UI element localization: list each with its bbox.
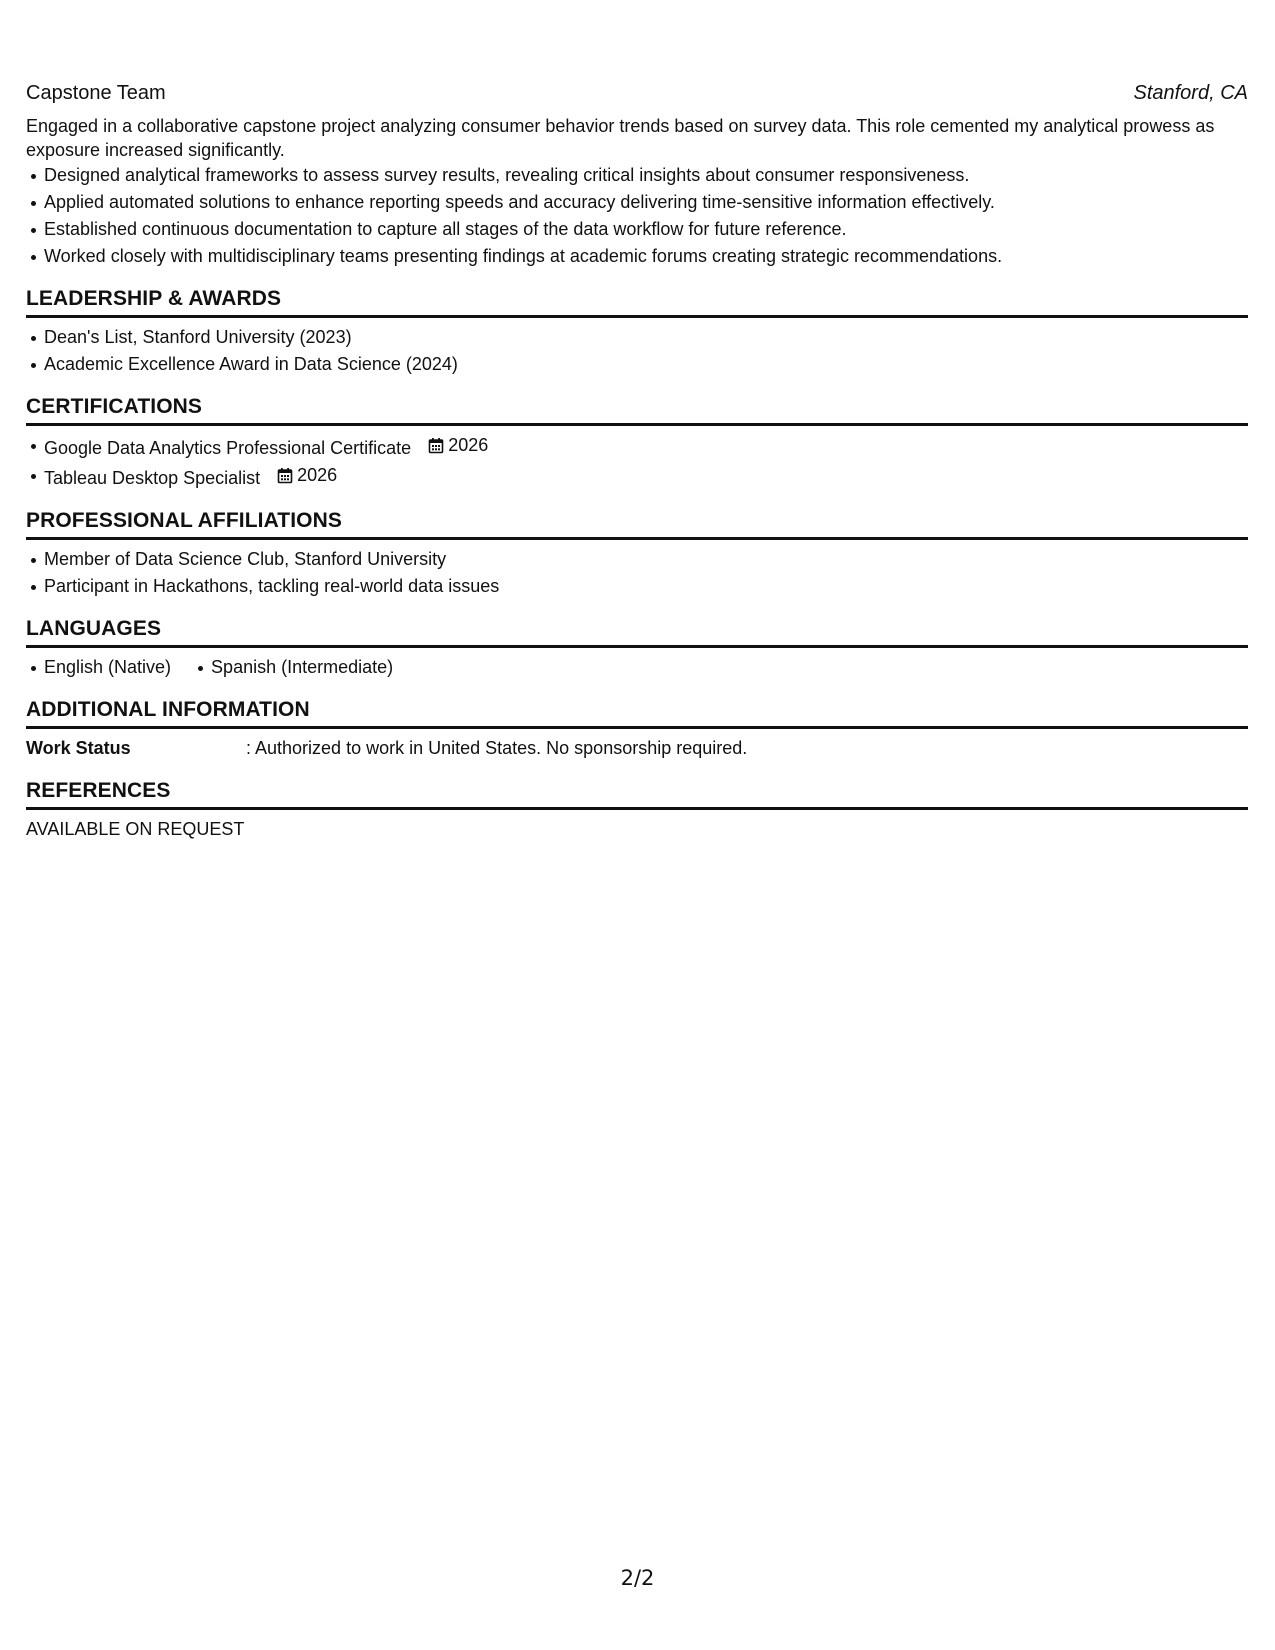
calendar-icon bbox=[428, 437, 444, 454]
section-title: ADDITIONAL INFORMATION bbox=[26, 697, 1248, 729]
list-item: Applied automated solutions to enhance reporting speeds and accuracy delivering time-sensitive information effectively. bbox=[44, 189, 1248, 216]
affiliations-list bbox=[26, 546, 1248, 600]
languages-section bbox=[26, 616, 1248, 681]
experience-bullets bbox=[26, 162, 1248, 270]
work-status-label: Work Status bbox=[26, 738, 131, 758]
list-item: Spanish (Intermediate) bbox=[211, 654, 393, 681]
list-item: Worked closely with multidisciplinary teams presenting findings at academic forums creating strategic recommendations. bbox=[44, 243, 1248, 270]
certification-name: Tableau Desktop Specialist bbox=[44, 468, 261, 488]
section-title: LEADERSHIP & AWARDS bbox=[26, 286, 1248, 318]
list-item: Member of Data Science Club, Stanford University bbox=[44, 546, 1248, 573]
list-item: Established continuous documentation to capture all stages of the data workflow for future reference. bbox=[44, 216, 1248, 243]
affiliations-section bbox=[26, 508, 1248, 600]
section-title: REFERENCES bbox=[26, 778, 1248, 810]
languages-list bbox=[26, 654, 1248, 681]
list-item: Designed analytical frameworks to assess survey results, revealing critical insights about consumer responsiveness. bbox=[44, 162, 1248, 189]
section-title: PROFESSIONAL AFFILIATIONS bbox=[26, 508, 1248, 540]
references-section bbox=[26, 778, 1248, 843]
list-item: English (Native) bbox=[44, 654, 171, 681]
calendar-icon bbox=[277, 467, 293, 484]
certification-date bbox=[428, 432, 488, 459]
references-text: AVAILABLE ON REQUEST bbox=[26, 819, 245, 839]
work-status-row bbox=[26, 735, 1248, 762]
list-item: Dean's List, Stanford University (2023) bbox=[44, 324, 1248, 351]
resume-page bbox=[26, 78, 1248, 843]
list-item bbox=[44, 462, 1248, 492]
list-item: Academic Excellence Award in Data Science (2024) bbox=[44, 351, 1248, 378]
section-title: LANGUAGES bbox=[26, 616, 1248, 648]
certification-date bbox=[277, 462, 337, 489]
list-item bbox=[44, 432, 1248, 462]
additional-info-section bbox=[26, 697, 1248, 762]
experience-header bbox=[26, 78, 1248, 108]
certification-year: 2026 bbox=[297, 465, 338, 485]
page-number: 2/2 bbox=[620, 1566, 655, 1590]
leadership-section bbox=[26, 286, 1248, 378]
certifications-section bbox=[26, 394, 1248, 492]
certification-year: 2026 bbox=[448, 435, 489, 455]
work-status-value: : Authorized to work in United States. No sponsorship required. bbox=[246, 738, 748, 758]
experience-title: Capstone Team bbox=[26, 82, 166, 104]
experience-location: Stanford, CA bbox=[1133, 82, 1248, 104]
certifications-list bbox=[26, 432, 1248, 492]
leadership-list bbox=[26, 324, 1248, 378]
section-title: CERTIFICATIONS bbox=[26, 394, 1248, 426]
list-item: Participant in Hackathons, tackling real-world data issues bbox=[44, 573, 1248, 600]
experience-description: Engaged in a collaborative capstone project analyzing consumer behavior trends based on survey data. This role cemented my analytical prowess as exposure increased significantly. bbox=[26, 116, 1215, 160]
experience-entry bbox=[26, 78, 1248, 270]
certification-name: Google Data Analytics Professional Certificate bbox=[44, 438, 412, 458]
